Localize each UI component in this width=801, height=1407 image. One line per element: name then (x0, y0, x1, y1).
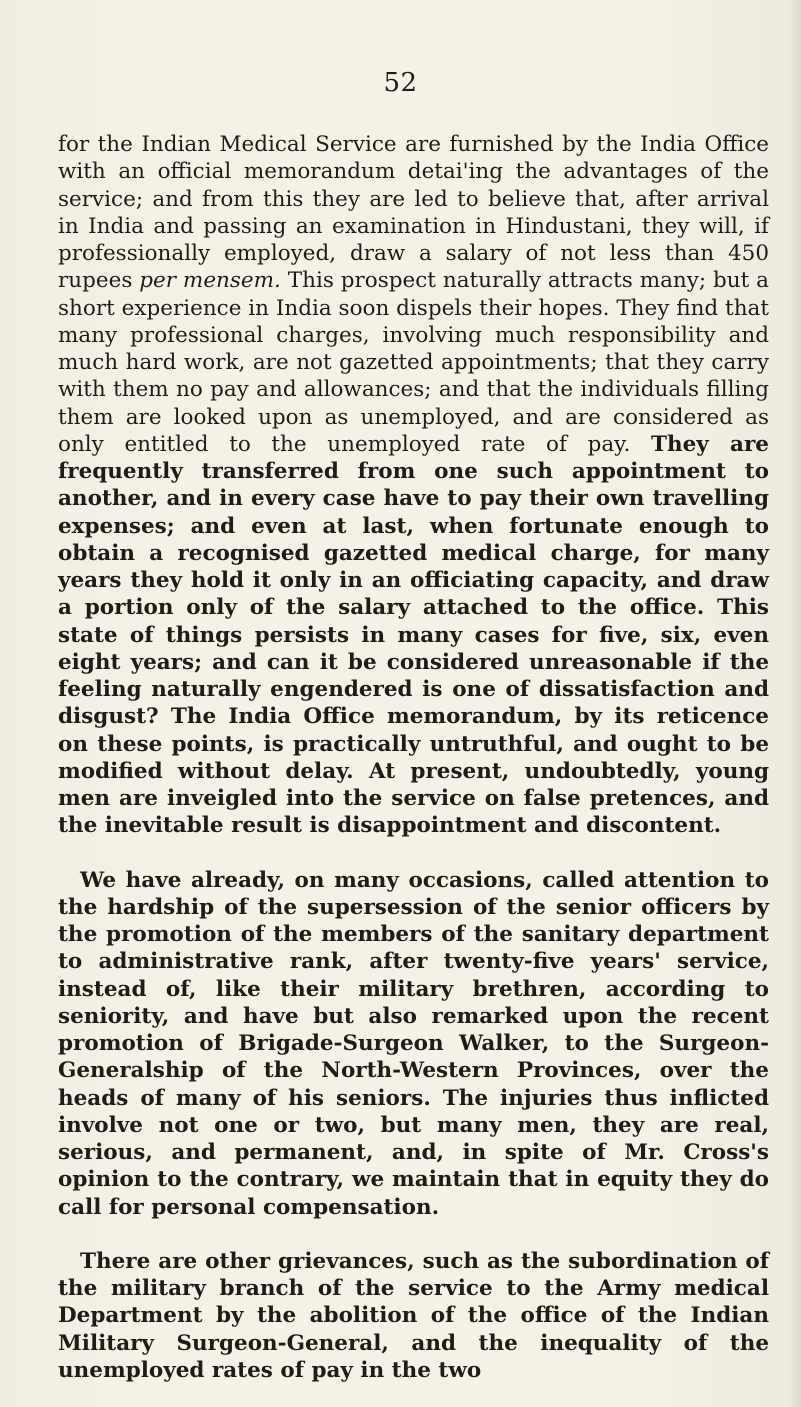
paragraph-1-segment-2: per mensem. (139, 268, 281, 294)
paragraph-2-segment-1: We have already, on many occasions, called attention to the hardship of the supersession of the senior officers by the promotion of the members of the sanitary department to administrative rank, after twenty-five years' service, instead of, like their military brethren, according to seniority, and have but also remarked upon the recent promotion of Brigade-Surgeon Walker, to the Surgeon-Generalship of the North-Western Provinces, over the heads of many of his seniors. The injuries thus inflicted involve not one or two, but many men, they are real, serious, and permanent, and, in spite of Mr. Cross's opinion to the contrary, we maintain that in equity they do call for personal compensation. (58, 867, 769, 1220)
paragraph-2 (58, 867, 769, 1221)
paragraph-3 (58, 1248, 769, 1384)
paragraph-1 (58, 131, 769, 840)
page-edge-shadow (789, 0, 801, 1407)
page-number: 52 (383, 68, 418, 98)
paragraph-1-segment-3: This prospect naturally attracts many; but a short experience in India soon dispels their hopes. They find that many professional charges, involving much responsibility and much hard work, are not gazetted appointments; that they carry with them no pay and allowances; and that the individuals filling them are looked upon as unemployed, and are considered as only entitled to the unemployed rate of pay. (58, 268, 769, 457)
paragraph-1-segment-4: They are frequently transferred from one such appointment to another, and in every case have to pay their own travelling expenses; and even at last, when fortunate enough to obtain a recognised gazetted medical charge, for many years they hold it only in an officiating capacity, and draw a portion only of the salary attached to the office. This state of things persists in many cases for five, six, even eight years; and can it be considered unreasonable if the feeling naturally engendered is one of dissatisfaction and disgust? The India Office memorandum, by its reticence on these points, is practically untruthful, and ought to be modified without delay. At present, undoubtedly, young men are inveigled into the service on false pretences, and the inevitable result is disappointment and discontent. (58, 431, 769, 839)
body-text (58, 131, 769, 1384)
paragraph-3-segment-1: There are other grievances, such as the subordination of the military branch of the service to the Army medical Department by the abolition of the office of the Indian Military Surgeon-General, and the inequality of the unemployed rates of pay in the two (58, 1248, 769, 1383)
paragraph-1-segment-1: for the Indian Medical Service are furnished by the India Office with an official memorandum detai'ing the advantages of the service; and from this they are led to believe that, after arrival in India and passing an examination in Hindustani, they will, if professionally employed, draw a salary of not less than 450 rupees (58, 132, 769, 294)
